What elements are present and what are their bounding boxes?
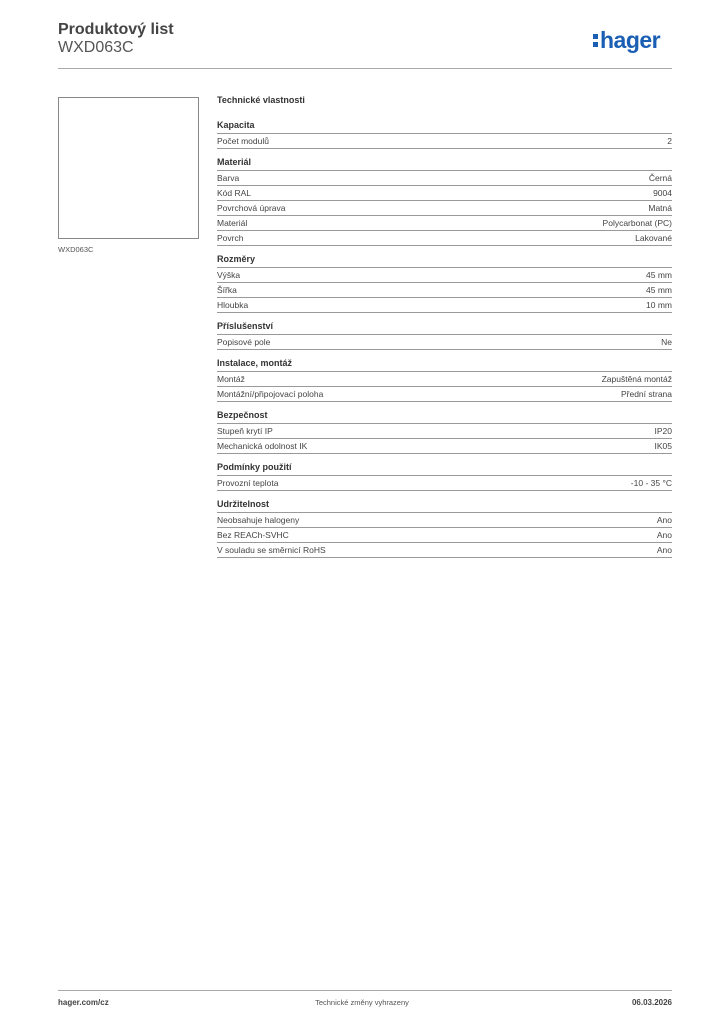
- spec-value: -10 - 35 °C: [630, 478, 672, 488]
- spec-section-title: Rozměry: [217, 254, 672, 268]
- spec-label: Povrch: [217, 233, 244, 243]
- spec-section-title: Podmínky použití: [217, 462, 672, 476]
- spec-value: 9004: [653, 188, 672, 198]
- spec-section: [217, 254, 672, 313]
- spec-value: 10 mm: [646, 300, 672, 310]
- spec-row: [217, 298, 672, 313]
- spec-value: IP20: [654, 426, 672, 436]
- page-title: Produktový list: [58, 21, 174, 38]
- specs-sections: [217, 120, 672, 558]
- footer-date: 06.03.2026: [631, 998, 672, 1007]
- spec-section-title: Udržitelnost: [217, 499, 672, 513]
- spec-label: Provozní teplota: [217, 478, 279, 488]
- logo-dots-icon: [593, 34, 598, 47]
- spec-value: Matná: [648, 203, 672, 213]
- spec-label: Montáž: [217, 374, 245, 384]
- footer-website: hager.com/cz: [58, 998, 109, 1007]
- spec-label: Povrchová úprava: [217, 203, 286, 213]
- specs-heading: Technické vlastnosti: [217, 95, 305, 105]
- spec-section: [217, 157, 672, 246]
- spec-section-title: Instalace, montáž: [217, 358, 672, 372]
- spec-section: [217, 120, 672, 149]
- spec-value: Polycarbonat (PC): [602, 218, 672, 228]
- spec-section-title: Materiál: [217, 157, 672, 171]
- spec-label: Stupeň krytí IP: [217, 426, 273, 436]
- spec-value: 45 mm: [646, 285, 672, 295]
- spec-label: Bez REACh-SVHC: [217, 530, 289, 540]
- spec-row: [217, 372, 672, 387]
- spec-section: [217, 499, 672, 558]
- spec-value: Ano: [656, 530, 672, 540]
- footer-divider: [58, 990, 672, 991]
- spec-section-title: Bezpečnost: [217, 410, 672, 424]
- spec-label: Kód RAL: [217, 188, 252, 198]
- spec-row: [217, 335, 672, 350]
- spec-section: [217, 410, 672, 454]
- spec-row: [217, 387, 672, 402]
- spec-value: Ne: [661, 337, 672, 347]
- spec-value: Ano: [656, 545, 672, 555]
- spec-row: [217, 513, 672, 528]
- spec-label: Počet modulů: [217, 136, 269, 146]
- spec-row: [217, 543, 672, 558]
- spec-label: Výška: [217, 270, 241, 280]
- spec-label: Mechanická odolnost IK: [217, 441, 308, 451]
- spec-value: IK05: [654, 441, 672, 451]
- spec-row: [217, 186, 672, 201]
- spec-row: [217, 268, 672, 283]
- spec-section-title: Kapacita: [217, 120, 672, 134]
- spec-value: 45 mm: [646, 270, 672, 280]
- spec-row: [217, 231, 672, 246]
- spec-label: Hloubka: [217, 300, 249, 310]
- spec-section-title: Příslušenství: [217, 321, 672, 335]
- header-divider: [58, 68, 672, 69]
- spec-label: Popisové pole: [217, 337, 271, 347]
- spec-label: Neobsahuje halogeny: [217, 515, 300, 525]
- spec-label: Šířka: [217, 285, 237, 295]
- spec-label: Barva: [217, 173, 240, 183]
- spec-label: V souladu se směrnicí RoHS: [217, 545, 326, 555]
- product-image-placeholder: [58, 97, 199, 239]
- spec-section: [217, 358, 672, 402]
- spec-row: [217, 201, 672, 216]
- spec-value: Zapuštěná montáž: [601, 374, 672, 384]
- spec-value: Ano: [656, 515, 672, 525]
- spec-row: [217, 283, 672, 298]
- spec-row: [217, 216, 672, 231]
- technical-specs: [217, 95, 672, 566]
- spec-row: [217, 439, 672, 454]
- spec-label: Materiál: [217, 218, 248, 228]
- spec-value: Lakované: [635, 233, 672, 243]
- spec-row: [217, 134, 672, 149]
- spec-value: Přední strana: [620, 389, 672, 399]
- spec-value: 2: [667, 136, 672, 146]
- spec-row: [217, 476, 672, 491]
- footer-notice: Technické změny vyhrazeny: [315, 998, 409, 1007]
- spec-label: Montážní/připojovací poloha: [217, 389, 324, 399]
- product-code: WXD063C: [58, 39, 134, 56]
- logo-text: hager: [600, 27, 661, 53]
- spec-section: [217, 462, 672, 491]
- spec-row: [217, 424, 672, 439]
- spec-row: [217, 171, 672, 186]
- hager-logo: [593, 29, 660, 52]
- spec-row: [217, 528, 672, 543]
- spec-section: [217, 321, 672, 350]
- spec-value: Černá: [648, 173, 672, 183]
- product-image-caption: WXD063C: [58, 245, 94, 254]
